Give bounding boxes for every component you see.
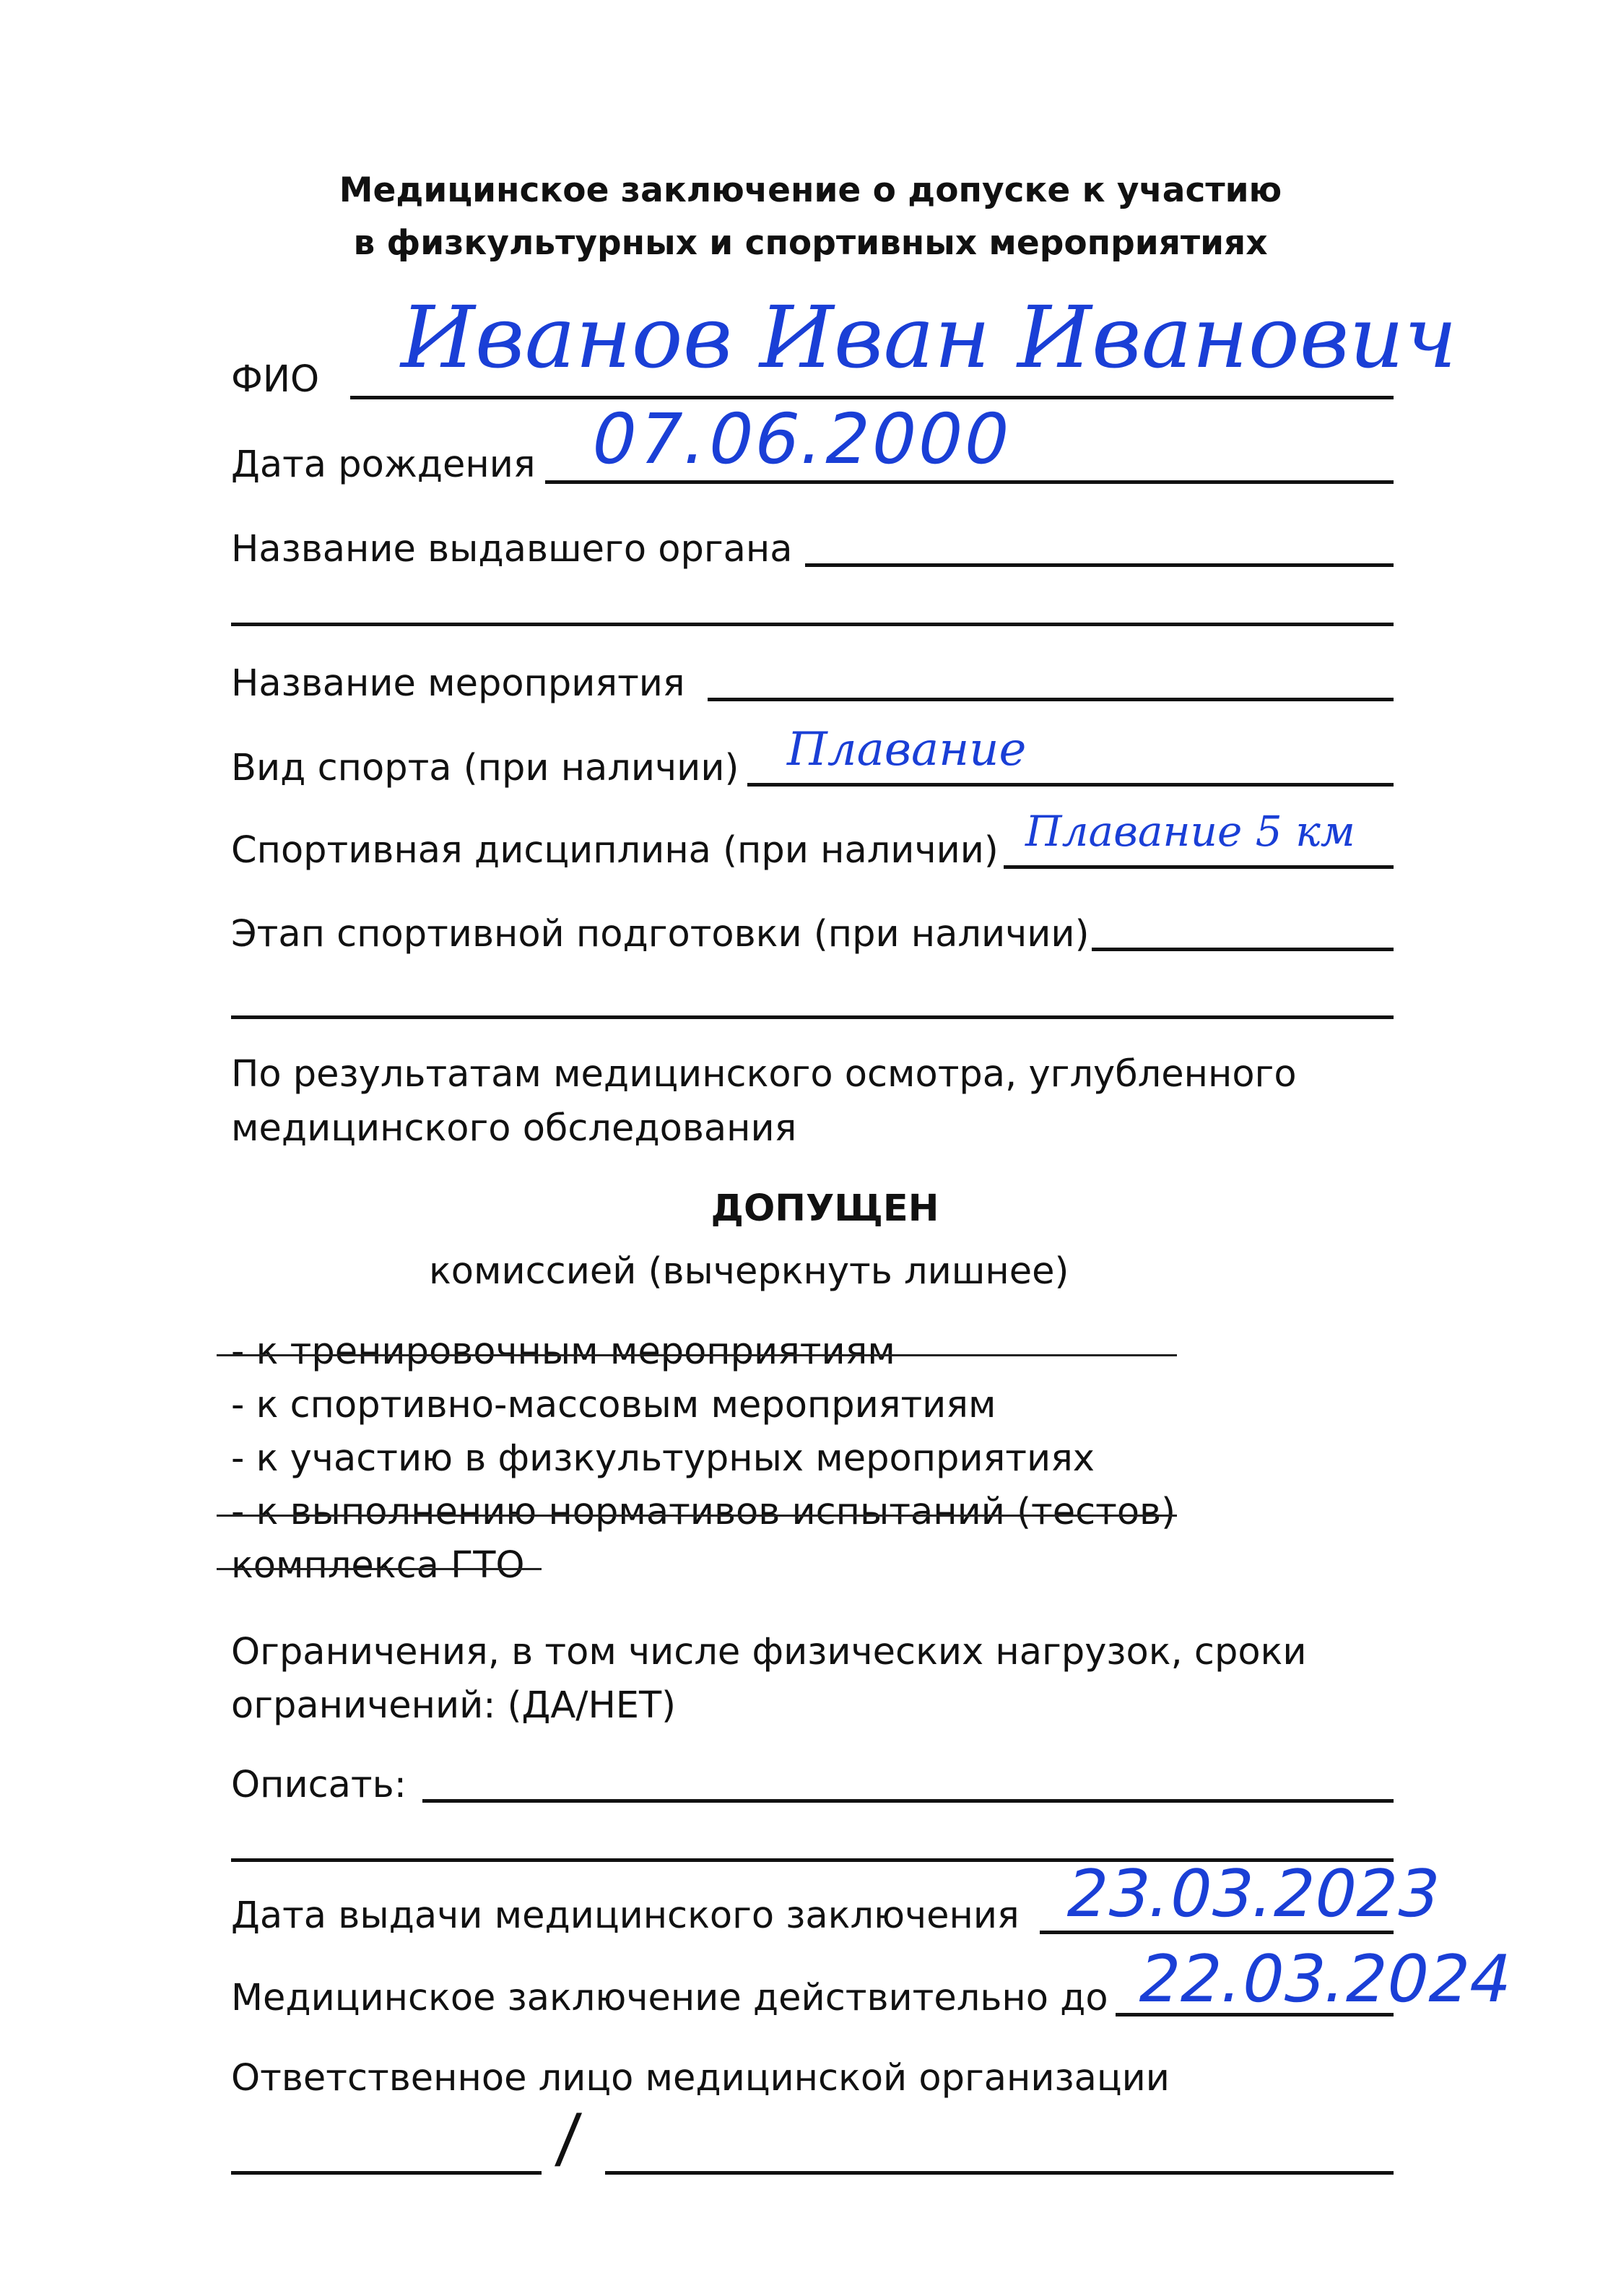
strikethrough-line bbox=[217, 1515, 1177, 1517]
birth-date-handwritten-value: 07.06.2000 bbox=[583, 399, 1020, 480]
stage-line[interactable] bbox=[1092, 948, 1394, 951]
stage-line-2[interactable] bbox=[231, 1015, 1394, 1019]
issue-date-handwritten-value: 23.03.2023 bbox=[1059, 1856, 1448, 1932]
stage-label: Этап спортивной подготовки (при наличии) bbox=[231, 913, 1090, 956]
results-text-line-2: медицинского обследования bbox=[231, 1107, 797, 1150]
results-text-line-1: По результатам медицинского осмотра, углубленного bbox=[231, 1053, 1297, 1096]
restrictions-text-line-1: Ограничения, в том числе физических нагрузок, сроки bbox=[231, 1631, 1307, 1673]
birth-date-line[interactable] bbox=[545, 480, 1394, 484]
issuer-label: Название выдавшего органа bbox=[231, 528, 793, 571]
strikethrough-line bbox=[217, 1568, 542, 1570]
event-label: Название мероприятия bbox=[231, 662, 685, 705]
option-fitness-events: - к участию в физкультурных мероприятиях bbox=[231, 1437, 1095, 1480]
discipline-line[interactable] bbox=[1004, 865, 1394, 869]
name-line[interactable] bbox=[605, 2171, 1394, 2175]
valid-until-handwritten-value: 22.03.2024 bbox=[1131, 1941, 1520, 2017]
option-training-events: - к тренировочным мероприятиям bbox=[231, 1330, 895, 1373]
strikethrough-line bbox=[217, 1354, 1177, 1356]
signature-line[interactable] bbox=[231, 2171, 542, 2175]
valid-until-label: Медицинское заключение действительно до bbox=[231, 1977, 1108, 2019]
signature-separator: / bbox=[553, 2100, 583, 2176]
verdict-text: ДОПУЩЕН bbox=[710, 1187, 939, 1230]
document-title-line-2: в физкультурных и спортивных мероприятиях bbox=[353, 223, 1268, 263]
commission-text: комиссией (вычеркнуть лишнее) bbox=[429, 1250, 1069, 1293]
fio-handwritten-value: Иванов Иван Иванович bbox=[401, 287, 1457, 387]
discipline-label: Спортивная дисциплина (при наличии) bbox=[231, 829, 999, 872]
sport-handwritten-value: Плавание bbox=[787, 723, 1027, 776]
issuer-line[interactable] bbox=[805, 563, 1394, 567]
option-norm-tests: - к выполнению нормативов испытаний (тестов) bbox=[231, 1491, 1175, 1533]
describe-label: Описать: bbox=[231, 1764, 407, 1806]
birth-date-label: Дата рождения bbox=[231, 443, 536, 486]
issue-date-label: Дата выдачи медицинского заключения bbox=[231, 1894, 1020, 1937]
event-line[interactable] bbox=[708, 698, 1394, 701]
issuer-line-2[interactable] bbox=[231, 623, 1394, 626]
fio-label: ФИО bbox=[231, 358, 320, 401]
restrictions-text-line-2: ограничений: (ДА/НЕТ) bbox=[231, 1684, 677, 1727]
discipline-handwritten-value: Плавание 5 км bbox=[1025, 807, 1355, 856]
document-title-line-1: Медицинское заключение о допуске к участию bbox=[339, 170, 1282, 210]
responsible-person-label: Ответственное лицо медицинской организации bbox=[231, 2057, 1170, 2100]
sport-label: Вид спорта (при наличии) bbox=[231, 747, 739, 789]
option-gto-complex: комплекса ГТО bbox=[231, 1544, 525, 1587]
option-mass-sport-events: - к спортивно-массовым мероприятиям bbox=[231, 1384, 996, 1426]
describe-line[interactable] bbox=[422, 1799, 1394, 1803]
sport-line[interactable] bbox=[747, 783, 1394, 787]
